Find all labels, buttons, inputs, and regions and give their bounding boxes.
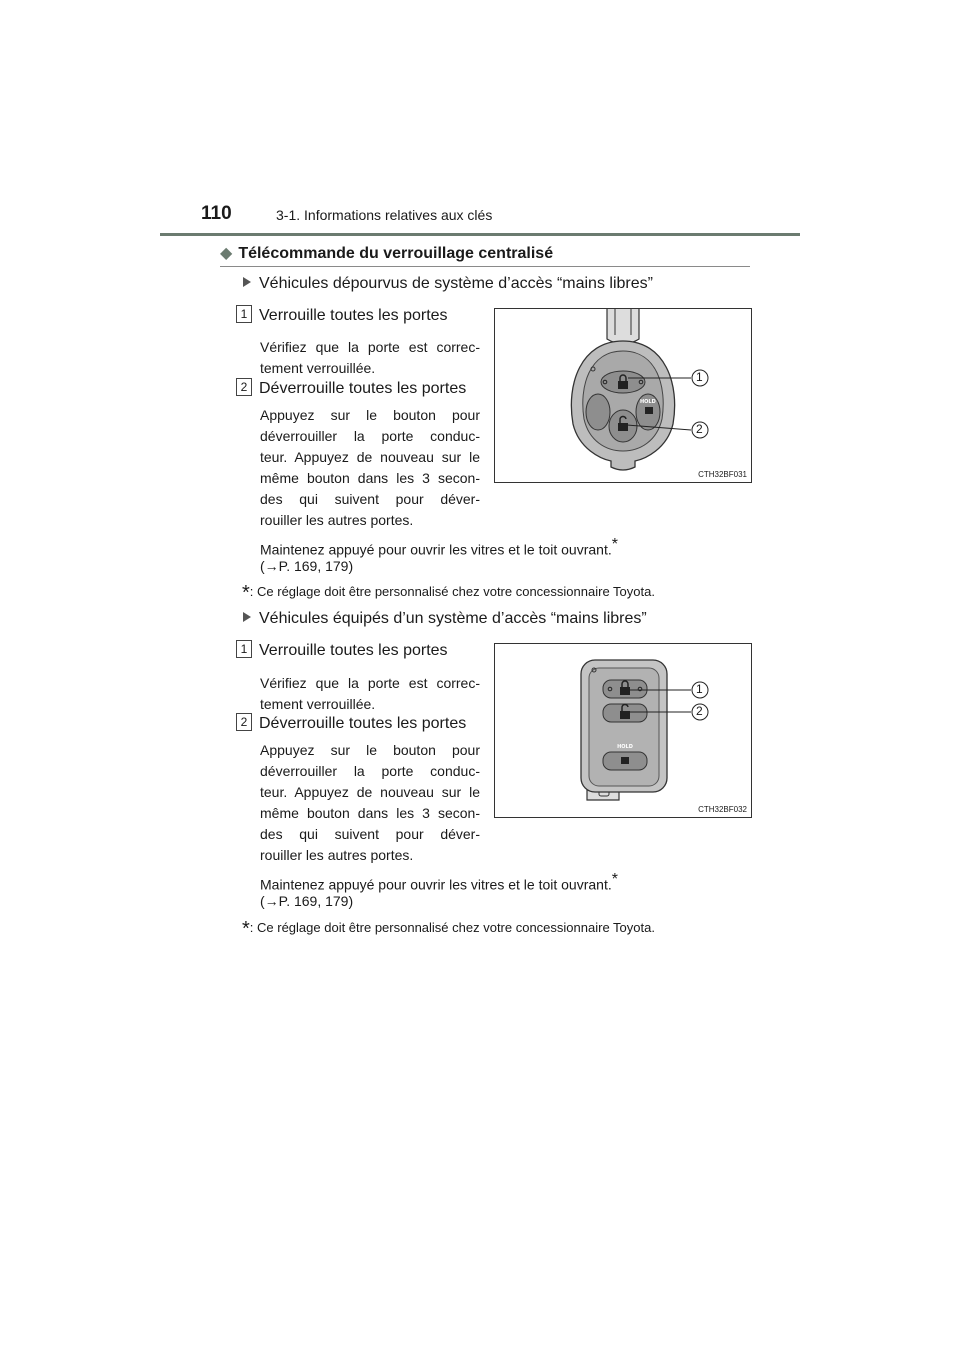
page-title-text: Télécommande du verrouillage centralisé xyxy=(238,245,554,262)
section-2-footnote: *: Ce réglage doit être personnalisé chez votre concessionnaire Toyota. xyxy=(242,918,655,940)
section-1-item-1-text: Vérifiez que la porte est correc- tement verrouillée. xyxy=(260,339,480,376)
footnote-star: * xyxy=(611,871,618,888)
smart-key-illustration xyxy=(495,644,751,817)
callout-1: 1 xyxy=(696,370,703,384)
section-2-subtitle: Véhicules équipés d’un système d’accès “mains libres” xyxy=(243,610,647,628)
key-remote-illustration xyxy=(495,309,751,482)
triangle-bullet-icon xyxy=(243,277,251,287)
number-badge: 2 xyxy=(236,378,252,396)
header-rule xyxy=(160,233,800,236)
key-remote-figure xyxy=(494,308,752,483)
page-title xyxy=(220,243,553,263)
callout-1: 1 xyxy=(696,682,703,696)
smart-key-figure xyxy=(494,643,752,818)
section-1-subtitle: Véhicules dépourvus de système d’accès “mains libres” xyxy=(243,275,653,293)
section-2-note: Maintenez appuyé pour ouvrir les vitres et le toit ouvrant.* xyxy=(260,871,618,893)
diamond-icon: ◆ xyxy=(220,245,233,262)
section-2-page-ref: (→P. 169, 179) xyxy=(260,893,354,909)
section-1-item-1-heading: 1 Verrouille toutes les portes xyxy=(236,305,448,325)
figure-code: CTH32BF032 xyxy=(698,805,747,814)
section-1-footnote: *: Ce réglage doit être personnalisé chez votre concessionnaire Toyota. xyxy=(242,582,655,604)
section-2-item-2-heading: 2 Déverrouille toutes les portes xyxy=(236,713,466,733)
section-2-item-2-text: Appuyez sur le bouton pour déverrouiller la porte conduc- teur. Appuyez de nouveau sur le même bouton dans les 3 secon- des qui suivent pour déver- rouiller les autres portes. xyxy=(260,742,480,863)
hold-label: HOLD xyxy=(617,744,633,750)
footnote-star: * xyxy=(242,918,250,940)
section-header: 3-1. Informations relatives aux clés xyxy=(276,207,493,223)
footnote-star: * xyxy=(242,582,250,604)
footnote-star: * xyxy=(611,536,618,553)
section-1-note: Maintenez appuyé pour ouvrir les vitres et le toit ouvrant.* xyxy=(260,536,618,558)
callout-2: 2 xyxy=(696,422,703,436)
hold-label: HOLD xyxy=(640,399,656,405)
number-badge: 1 xyxy=(236,305,252,323)
section-1-page-ref: (→P. 169, 179) xyxy=(260,558,354,574)
section-2-item-1-heading: 1 Verrouille toutes les portes xyxy=(236,640,448,660)
page-number: 110 xyxy=(201,203,232,224)
section-2-item-1-text: Vérifiez que la porte est correc- tement verrouillée. xyxy=(260,675,480,712)
triangle-bullet-icon xyxy=(243,612,251,622)
section-1-item-2-heading: 2 Déverrouille toutes les portes xyxy=(236,378,466,398)
callout-2: 2 xyxy=(696,704,703,718)
figure-code: CTH32BF031 xyxy=(698,470,747,479)
title-rule xyxy=(220,266,750,267)
number-badge: 1 xyxy=(236,640,252,658)
number-badge: 2 xyxy=(236,713,252,731)
section-1-item-2-text: Appuyez sur le bouton pour déverrouiller la porte conduc- teur. Appuyez de nouveau sur le même bouton dans les 3 secon- des qui suivent pour déver- rouiller les autres portes. xyxy=(260,407,480,528)
